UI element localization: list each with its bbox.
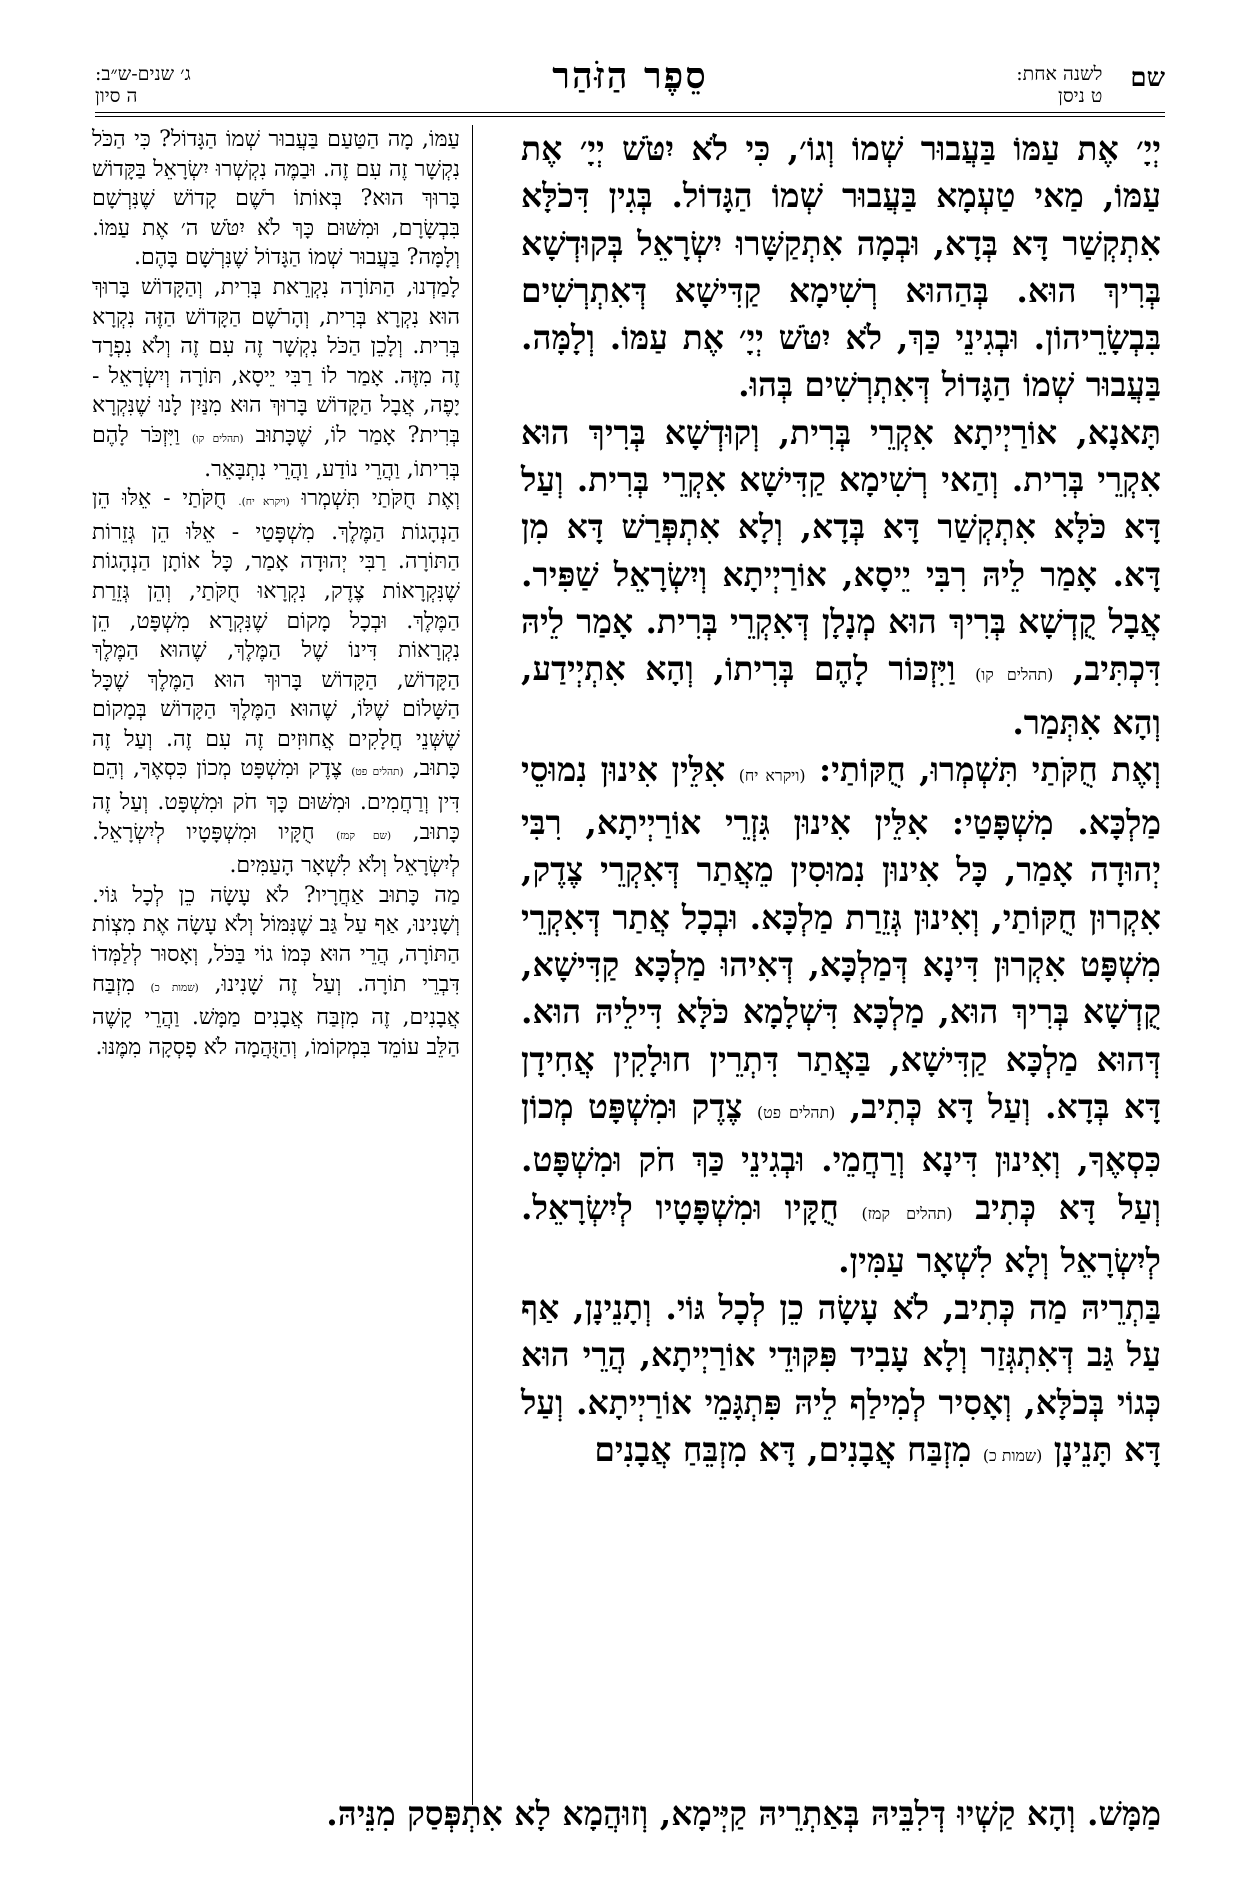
schedule-label: לשנה אחת: — [1016, 63, 1103, 85]
side-p2-text: לָמַדְנוּ, הַתּוֹרָה נִקְרֵאת בְּרִית, וְהַקָּדוֹשׁ בָּרוּךְ הוּא נִקְרָא בְּרִית, וְהָרֹשֶׁם הַקָּדוֹשׁ הַזֶּה נִקְרָא בְּרִית. וְלָכֵן הַכֹּל נִקְשָׁר זֶה עִם זֶה וְלֹא נִפְרָד זֶה מִזֶּה. אָמַר לוֹ רַבִּי יֵיסָא, תּוֹרָה וְיִשְׂרָאֵל - יָפֶה, אֲבָל הַקָּדוֹשׁ בָּרוּךְ הוּא מִנַּיִן לָנוּ שֶׁנִּקְרָא בְּרִית? אָמַר לוֹ, שֶׁכָּתוּב — [92, 274, 460, 448]
main-p3-mid: אִלֵּין אִינוּן נִמוּסֵי מַלְכָּא. מִשְׁפָּטַי: אִלֵּין אִינוּן גִּזְרֵי אוֹרַיְיתָא, רִבִּי יְהוּדָה אָמַר, כָּל אִינוּן נִמוּסִין מֵאֲתַר דְּאִקְרֵי צֶדֶק, אִקְרוּן חֻקּוֹתַי, וְאִינוּן גְּזֵרַת מַלְכָּא. וּבְכָל אֲתַר דְּאִקְרֵי מִשְׁפָּט אִקְרוּן דִּינָא דְּמַלְכָּא, דְּאִיהוּ מַלְכָּא קַדִּישָׁא, קֻדְשָׁא בְּרִיךְ הוּא, מַלְכָּא דִּשְׁלָמָא כֹּלָּא דִּילֵיהּ הוּא. דְּהוּא מַלְכָּא קַדִּישָׁא, בַּאֲתַר דִּתְרֵין חוּלָקִין אֲחִידָן דָּא בְּדָא. וְעַל דָּא כְּתִיב, — [521, 749, 1161, 1126]
verse-reference: (שמות כ) — [150, 981, 199, 994]
main-paragraph-3 — [521, 746, 1161, 1284]
translation-column — [92, 125, 460, 1062]
main-paragraph-4 — [521, 1284, 1161, 1479]
main-p3-end: חֻקָּיו וּמִשְׁפָּטָיו לְיִשְׂרָאֵל. לְיִשְׂרָאֵל וְלָא לִשְׁאָר עַמִּין. — [521, 1187, 1161, 1280]
side-p3-mid: חֻקֹּתַי - אֵלּוּ הֵן הַנְהָגוֹת הַמֶּלֶךְ. מִשְׁפָּטַי - אֵלּוּ הֵן גְּזֵרוֹת הַתּוֹרָה. רַבִּי יְהוּדָה אָמַר, כָּל אוֹתָן הַנְהָגוֹת שֶׁנִּקְרָאוֹת צֶדֶק, נִקְרָאוּ חֻקֹּתַי, וְהֵן גְּזֵרַת הַמֶּלֶךְ. וּבְכָל מָקוֹם שֶׁנִּקְרָא מִשְׁפָּט, הֵן נִקְרָאוֹת דִּינוֹ שֶׁל הַמֶּלֶךְ, שֶׁהוּא הַמֶּלֶךְ הַקָּדוֹשׁ, הַקָּדוֹשׁ בָּרוּךְ הוּא הַמֶּלֶךְ שֶׁכָּל הַשָּׁלוֹם שֶׁלּוֹ, שֶׁהוּא הַמֶּלֶךְ הַקָּדוֹשׁ בְּמָקוֹם שֶׁשְּׁנֵי חֲלָקִים אֲחוּזִים זֶה עִם זֶה. וְעַל זֶה כָּתוּב, — [92, 486, 460, 782]
verse-reference: (תהלים קו) — [975, 665, 1054, 685]
main-p4-text: בַּתְרֵיהּ מַה כְּתִיב, לֹא עָשָׂה כֵן לְכָל גּוֹי. וְתָנֵינָן, אַף עַל גַּב דְּאִתְגְּזַר וְלָא עָבִיד פִּקּוּדֵי אוֹרַיְיתָא, הֲרֵי הוּא כְּגוֹי בְּכֹלָּא, וְאָסִיר לְמִילַף לֵיהּ פִּתְגָּמֵי אוֹרַיְיתָא. וְעַל דָּא תָּנֵינָן — [521, 1288, 1161, 1470]
main-p3-mid2: צֶדֶק וּמִשְׁפָּט מְכוֹן כִּסְאֶךָ, וְאִינוּן דִּינָא וְרַחֲמֵי. וּבְגִינֵי כַּךְ חֹק וּמִשְׁפָּט. וְעַל דָּא כְּתִיב — [521, 1086, 1161, 1227]
side-p3-mid2: צֶדֶק וּמִשְׁפָּט מְכוֹן כִּסְאֶךָ, וְהֵם דִּין וְרַחֲמִים. וּמִשּׁוּם כָּךְ חֹק וּמִשְׁפָּט. וְעַל זֶה כָּתוּב, — [92, 756, 461, 845]
main-p2-end: וַיִּזְכּוֹר לָהֶם בְּרִיתוֹ, וְהָא אִתְיְידַע, וְהָא אִתְּמַר. — [521, 649, 1161, 742]
page-label: שם — [1130, 63, 1165, 93]
side-p4-end: מִזְבַּח אֲבָנִים, זֶה מִזְבַּח אֲבָנִים מַמָּשׁ. וַהֲרֵי קָשֶׁה הַלֵּב עוֹמֵד בִּמְקוֹמוֹ, וְהַזֻּהֲמָה לֹא פָסְקָה מִמֶּנּוּ. — [92, 971, 460, 1060]
main-p4-end: מִזְבַּח אֲבָנִים, דָּא מִזְבֵּחַ אֲבָנִים — [594, 1430, 972, 1470]
verse-reference: (תהלים קו) — [191, 432, 244, 445]
schedule-label-left: ג׳ שנים-ש״ב: — [95, 63, 191, 85]
verse-reference: (ויקרא יח) — [738, 765, 806, 785]
side-paragraph-1: עַמּוֹ, מָה הַטַּעַם בַּעֲבוּר שְׁמוֹ הַגָּדוֹל? כִּי הַכֹּל נִקְשָׁר זֶה עִם זֶה. וּבַמֶּה נִקְשְׁרוּ יִשְׂרָאֵל בַּקָּדוֹשׁ בָּרוּךְ הוּא? בְּאוֹתוֹ רֹשֶׁם קָדוֹשׁ שֶׁנִּרְשָׁם בִּבְשָׂרָם, וּמִשּׁוּם כָּךְ לֹא יִטֹּשׁ ה׳ אֶת עַמּוֹ. וְלָמָּה? בַּעֲבוּר שְׁמוֹ הַגָּדוֹל שֶׁנִּרְשָׁם בָּהֶם. — [92, 127, 460, 271]
side-paragraph-3 — [92, 484, 460, 881]
side-p3-end: חֻקָּיו וּמִשְׁפָּטָיו לְיִשְׂרָאֵל. לְיִשְׂרָאֵל וְלֹא לִשְׁאָר הָעַמִּים. — [92, 819, 460, 879]
main-p2-text: תָּאנָא, אוֹרַיְיתָא אִקְרֵי בְּרִית, וְקוּדְשָׁא בְּרִיךְ הוּא אִקְרֵי בְּרִית. וְהַאי רְשִׁימָא קַדִּישָׁא אִקְרֵי בְּרִית. וְעַל דָּא כֹּלָּא אִתְקְשַׁר דָּא בְּדָא, וְלָא אִתְפְּרַשׁ דָּא מִן דָּא. אָמַר לֵיהּ רִבִּי יֵיסָא, אוֹרַיְיתָא וְיִשְׂרָאֵל שַׁפִּיר. אֲבָל קֻדְשָׁא בְּרִיךְ הוּא מְנָלָן דְּאִקְרֵי בְּרִית. אָמַר לֵיהּ דִּכְתִּיב, — [521, 412, 1161, 689]
page-header — [95, 55, 1165, 115]
side-paragraph-4 — [92, 881, 460, 1063]
book-title: סֵפֶר הַזֹּהַר — [552, 55, 708, 97]
study-schedule-left — [95, 63, 191, 107]
verse-reference: (תהלים פט) — [756, 1102, 836, 1122]
main-text-column — [521, 125, 1161, 1479]
column-divider — [472, 125, 473, 1805]
verse-reference: (ויקרא יח). — [238, 496, 290, 509]
main-p3-start: וְאֶת חֻקֹּתַי תִּשְׁמְרוּ, חֻקּוֹתַי: — [819, 749, 1161, 789]
side-paragraph-2 — [92, 273, 460, 484]
schedule-date: ט ניסן — [1058, 85, 1103, 107]
bottom-full-width-line: מַמָּשׁ. וְהָא קַשְׁיוּ דְּלִבֵּיהּ בְּאַתְרֵיהּ קַיְּימָא, וְזוּהֲמָא לָא אִתְפְּסַק מִנֵּיהּ. — [326, 1794, 1161, 1833]
verse-reference: (שמות כ) — [982, 1446, 1043, 1466]
side-p4-text: מַה כָּתוּב אַחֲרָיו? לֹא עָשָׂה כֵן לְכָל גּוֹי. וְשָׁנִינוּ, אַף עַל גַּב שֶׁנִּמּוֹל וְלֹא עָשָׂה אֶת מִצְוֹת הַתּוֹרָה, הֲרֵי הוּא כְּמוֹ גוֹי בַּכֹּל, וְאָסוּר לְלַמְּדוֹ דִּבְרֵי תוֹרָה. וְעַל זֶה שָׁנִינוּ, — [92, 882, 460, 997]
main-paragraph-1: יְיָ׳ אֶת עַמּוֹ בַּעֲבוּר שְׁמוֹ וְגוֹ׳, כִּי לֹא יִטֹּשׁ יְיָ׳ אֶת עַמּוֹ, מַאי טַעְמָא בַּעֲבוּר שְׁמוֹ הַגָּדוֹל. בְּגִין דִּכֹלָּא אִתְקְשַׁר דָּא בְּדָא, וּבְמָה אִתְקַשָּׁרוּ יִשְׂרָאֵל בְּקוּדְשָׁא בְּרִיךְ הוּא. בְּהַהוּא רְשִׁימָא קַדִּישָׁא דְּאִתְרְשִׁים בִּבְשָׂרֵיהוֹן. וּבְגִינֵי כַּךְ, לֹא יִטֹּשׁ יְיָ׳ אֶת עַמּוֹ. וְלָמָּה. בַּעֲבוּר שְׁמוֹ הַגָּדוֹל דְּאִתְרְשִׁים בְּהוּ. — [521, 129, 1161, 405]
verse-reference: (שם קמז) — [336, 829, 392, 842]
schedule-date-left: ה סיון — [95, 85, 138, 107]
verse-reference: (תהלים קמז) — [861, 1203, 953, 1223]
side-p2-end: וַיִּזְכֹּר לָהֶם בְּרִיתוֹ, וַהֲרֵי נוֹדַע, וַהֲרֵי נִתְבָּאֵר. — [92, 422, 460, 482]
side-p3-start: וְאֶת חֻקֹּתַי תִּשְׁמְרוּ — [301, 486, 461, 512]
main-paragraph-2 — [521, 409, 1161, 746]
header-rule-thin — [95, 116, 1165, 117]
verse-reference: (תהלים פט) — [351, 766, 404, 779]
header-rule — [95, 112, 1165, 113]
